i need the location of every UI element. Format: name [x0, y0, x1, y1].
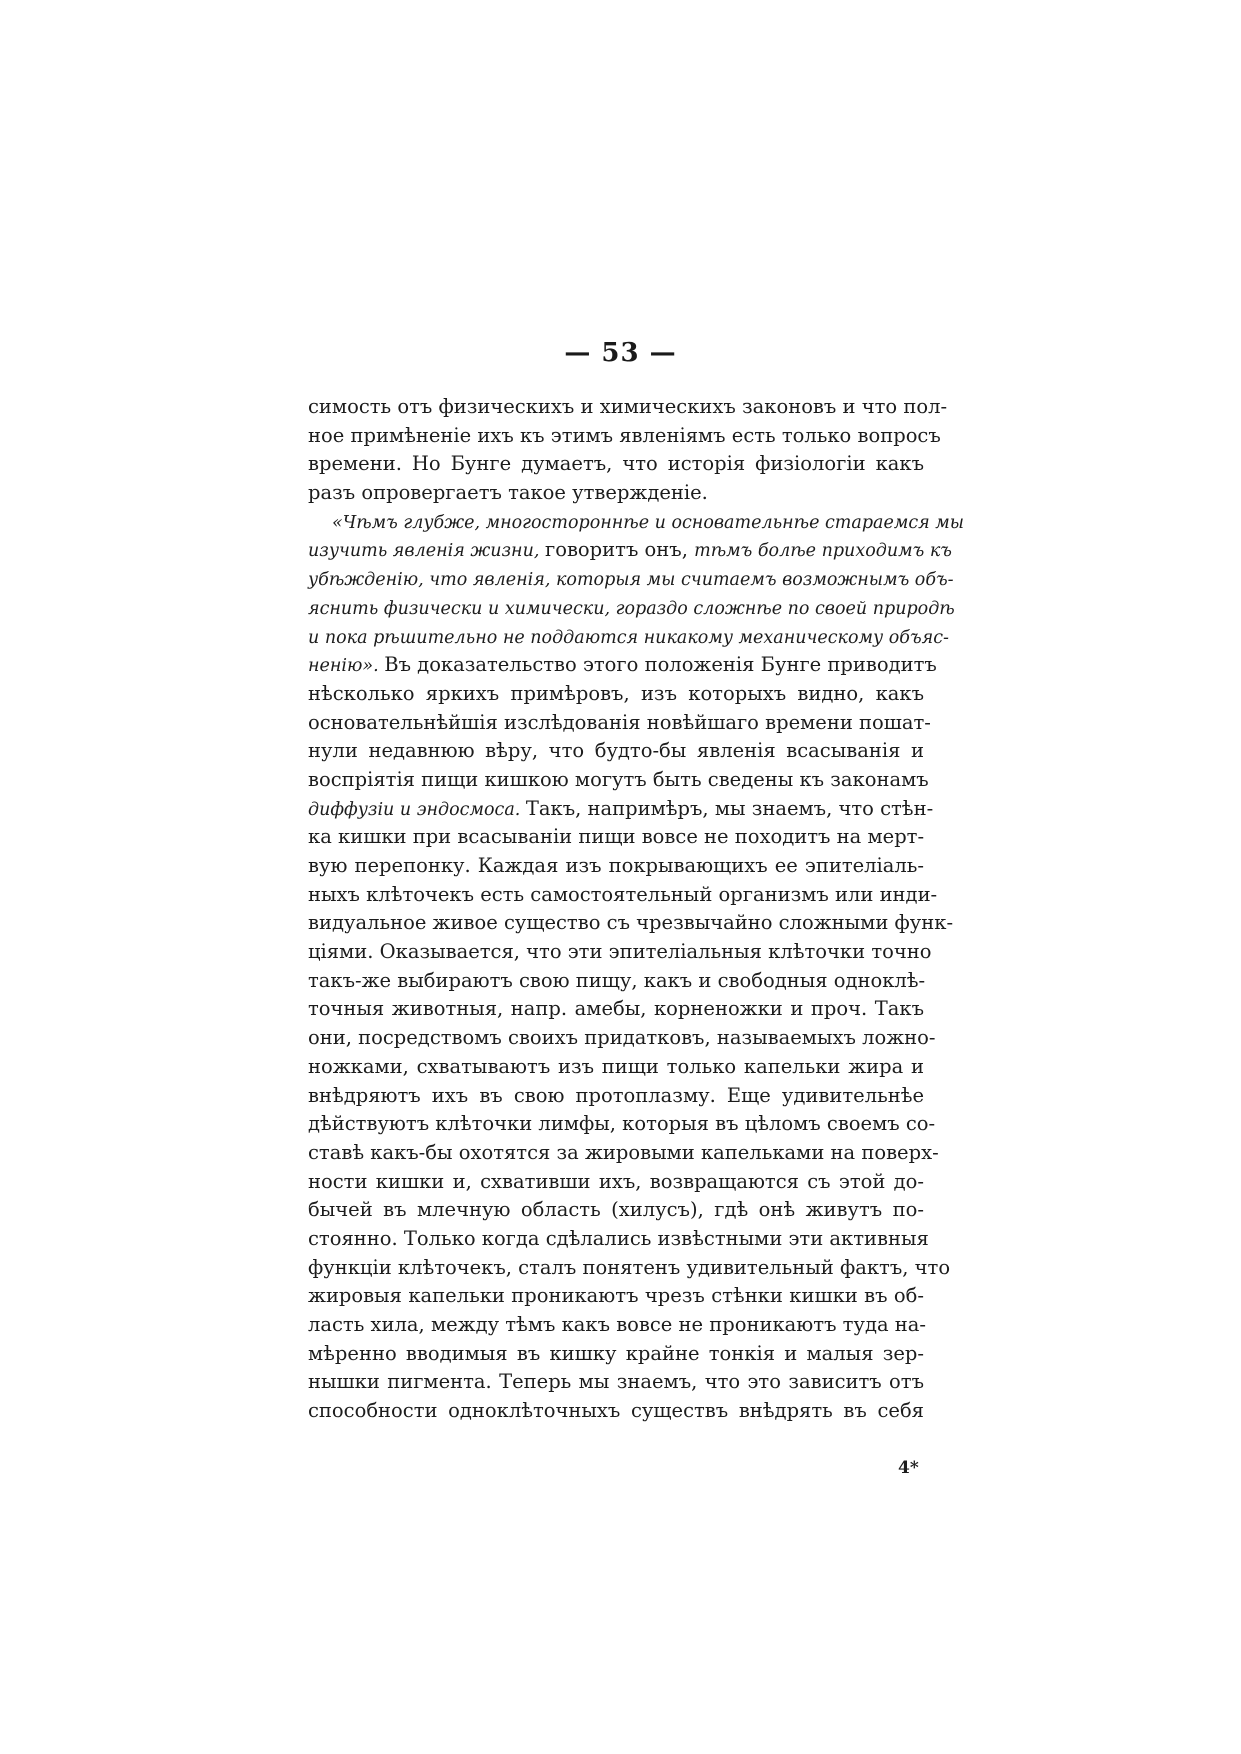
text-run: ное примѣненіе ихъ къ этимъ явленіямъ есть только вопросъ [308, 423, 941, 447]
text-line [308, 1368, 924, 1397]
text-line [308, 450, 924, 479]
signature-mark: 4* [898, 1458, 919, 1478]
italic-text: и пока рѣшительно не поддаются никакому механическому объяс- [308, 627, 949, 648]
text-line [308, 823, 924, 852]
text-run: симость отъ физическихъ и химическихъ законовъ и что пол- [308, 395, 948, 418]
page-number: — 53 — [564, 338, 677, 368]
text-line [308, 1139, 939, 1168]
text-run: нышки пигмента. Теперь мы знаемъ, что это зависитъ отъ [308, 1370, 924, 1394]
italic-text: ненію». [308, 656, 385, 677]
text-run: ножками, схватываютъ изъ пищи только капельки жира и [308, 1054, 924, 1078]
text-line [308, 1340, 924, 1369]
text-run: вую перепонку. Каждая изъ покрывающихъ ее эпителіаль- [308, 854, 924, 877]
italic-text: убѣжденію, что явленія, которыя мы считаемъ возможнымъ объ- [308, 570, 954, 591]
text-run: они, посредствомъ своихъ придатковъ, называемыхъ ложно- [308, 1026, 936, 1050]
text-line [308, 1053, 924, 1082]
text-run: видуальное живое существо съ чрезвычайно сложными функ- [308, 911, 954, 935]
text-run: воспріятія пищи кишкою могутъ быть сведены къ законамъ [308, 767, 929, 791]
text-line [308, 1196, 924, 1225]
text-run: нули недавнюю вѣру, что будто-бы явленія всасыванія и [308, 739, 924, 763]
italic-text: диффузіи и эндосмоса. [308, 799, 526, 820]
text-line [308, 852, 924, 881]
text-line [308, 565, 954, 594]
text-run: ціями. Оказывается, что эти эпителіальныя клѣточки точно [308, 940, 932, 964]
text-run: разъ опровергаетъ такое утвержденіе. [308, 481, 708, 505]
text-run: основательнѣйшія изслѣдованія новѣйшаго времени пошат- [308, 710, 931, 734]
text-run: бычей въ млечную область (хилусъ), гдѣ онѣ живутъ по- [308, 1198, 924, 1222]
text-run: времени. Но Бунге думаетъ, что исторія физіологіи какъ [308, 452, 924, 476]
text-line [308, 737, 924, 766]
text-line [308, 680, 924, 709]
text-line [308, 967, 924, 996]
text-run: ка кишки при всасываніи пищи вовсе не походитъ на мерт- [308, 825, 925, 849]
text-line [308, 766, 929, 795]
italic-text: «Чѣмъ глубже, многостороннѣе и основательнѣе стараемся мы [332, 512, 965, 533]
text-run: жировыя капельки проникаютъ чрезъ стѣнки кишки въ об- [308, 1284, 924, 1308]
text-line [308, 1168, 924, 1197]
text-run: способности одноклѣточныхъ существъ внѣдрять въ себя [308, 1399, 924, 1423]
text-line [308, 1110, 936, 1139]
text-run: точныя животныя, напр. амебы, корненожки и проч. Такъ [308, 997, 924, 1021]
text-line [308, 1311, 924, 1340]
text-run: нѣсколько яркихъ примѣровъ, изъ которыхъ видно, какъ [308, 681, 924, 705]
text-line [308, 508, 965, 537]
text-line [308, 709, 931, 738]
text-line [308, 623, 949, 652]
text-line [308, 995, 924, 1024]
text-line [308, 881, 938, 910]
italic-text: тѣмъ болѣе приходимъ къ [694, 541, 952, 562]
text-line [308, 536, 952, 565]
text-line [308, 1082, 924, 1111]
text-run: стоянно. Только когда сдѣлались извѣстными эти активныя [308, 1226, 929, 1250]
text-line [308, 651, 937, 680]
body-text [308, 393, 965, 1426]
text-run: внѣдряютъ ихъ въ свою протоплазму. Еще удивительнѣе [308, 1083, 924, 1107]
text-line [308, 1225, 929, 1254]
text-run: Такъ, напримѣръ, мы знаемъ, что стѣн- [525, 796, 934, 820]
text-run: ласть хила, между тѣмъ какъ вовсе не проникаютъ туда на- [308, 1313, 926, 1336]
text-run: такъ-же выбираютъ свою пищу, какъ и свободныя одноклѣ- [308, 968, 926, 992]
italic-text: яснить физически и химически, гораздо сложнѣе по своей природѣ [308, 598, 955, 619]
text-line [308, 594, 955, 623]
text-line [308, 938, 932, 967]
text-line [308, 1024, 936, 1053]
text-line [308, 795, 934, 824]
text-run: дѣйствуютъ клѣточки лимфы, которыя въ цѣломъ своемъ со- [308, 1112, 936, 1136]
text-run: Въ доказательство этого положенія Бунге приводитъ [384, 653, 937, 677]
text-line [308, 1397, 924, 1426]
text-run: ныхъ клѣточекъ есть самостоятельный организмъ или инди- [308, 882, 938, 906]
text-run: функціи клѣточекъ, сталъ понятенъ удивительный фактъ, что [308, 1255, 951, 1279]
text-run: говоритъ онъ, [545, 538, 695, 562]
text-line [308, 1254, 951, 1283]
text-line [308, 909, 954, 938]
text-run: ности кишки и, схвативши ихъ, возвращаются съ этой до- [308, 1169, 924, 1193]
text-line [308, 1282, 924, 1311]
text-line [308, 422, 941, 451]
text-line [308, 393, 948, 422]
text-line [308, 479, 924, 508]
italic-text: изучить явленія жизни, [308, 541, 545, 562]
text-run: мѣренно вводимыя въ кишку крайне тонкія и малыя зер- [308, 1341, 924, 1365]
text-run: ставѣ какъ-бы охотятся за жировыми капельками на поверх- [308, 1140, 939, 1164]
